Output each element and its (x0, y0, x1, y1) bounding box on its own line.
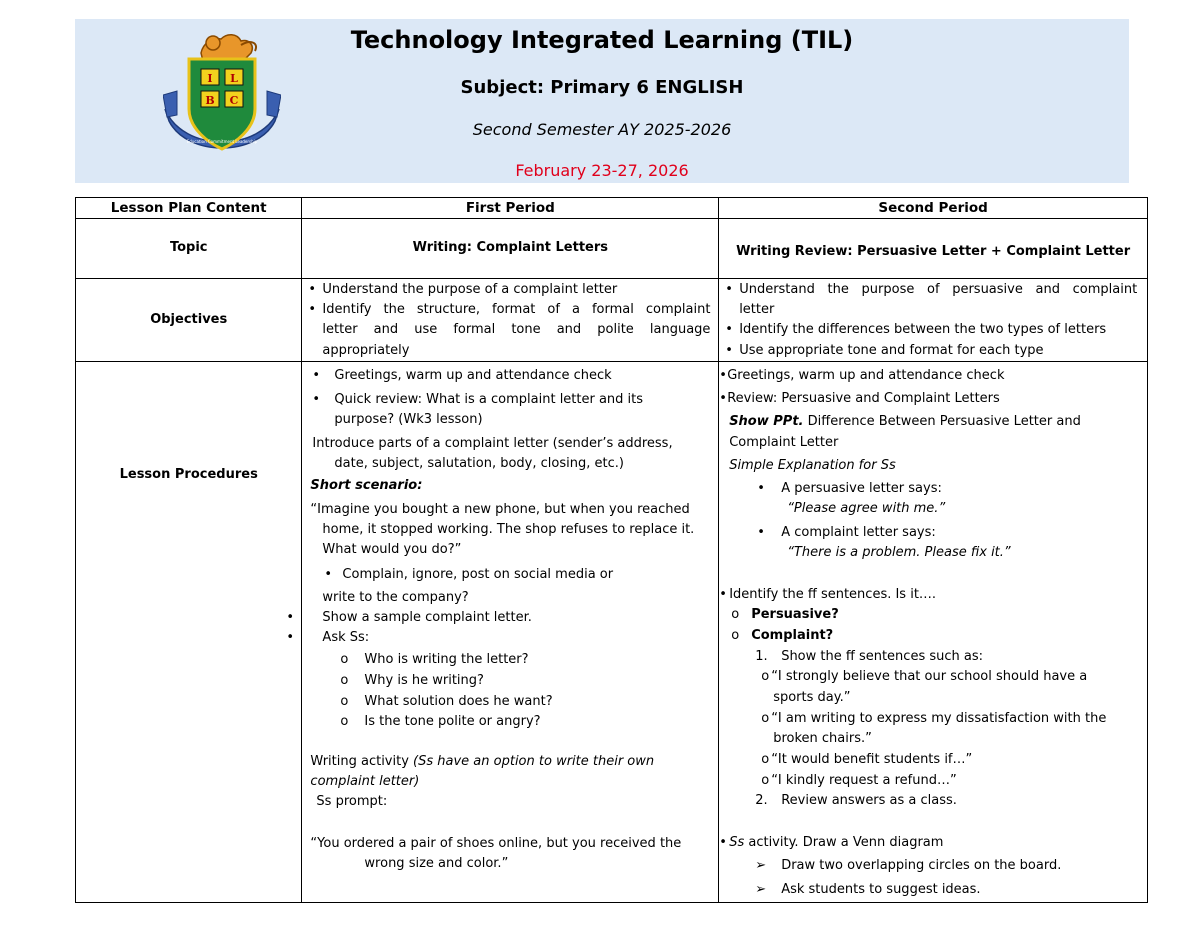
objective-second-1: Understand the purpose of persuasive and complaint (739, 282, 1138, 297)
prompt-line-2: wrong size and color.” (364, 856, 509, 871)
proc-second-line: Identify the ff sentences. Is it…. (729, 587, 937, 602)
objective-first-4: appropriately (322, 343, 410, 358)
proc-first-line: Greetings, warm up and attendance check (334, 368, 612, 383)
proc-first-line: write to the company? (322, 590, 469, 605)
objectives-first: • Understand the purpose of a complaint letter • Identify the structure, format of a formal complaint letter and use formal tone and polite language appropriately (302, 279, 719, 362)
objective-first-1: Understand the purpose of a complaint letter (322, 282, 618, 297)
objectives-second: • Understand the purpose of persuasive and complaint letter • Identify the differences between the two types of letters • Use appropriate tone and format for each type (719, 279, 1148, 362)
proc-second-line: Complaint? (751, 628, 834, 643)
table-header-row (76, 198, 1148, 219)
subject-line: Subject: Primary 6 ENGLISH (460, 77, 744, 98)
proc-second-line: A complaint letter says: (781, 525, 936, 540)
proc-first-line: Introduce parts of a complaint letter (sender’s address, (312, 436, 673, 451)
objectives-row (76, 279, 1148, 362)
proc-second-line: Persuasive? (751, 607, 839, 622)
proc-second-line: “It would benefit students if…” (771, 752, 973, 767)
col-header-first: First Period (302, 198, 719, 219)
proc-second-line: sports day.” (773, 690, 851, 705)
proc-second-line: A persuasive letter says: (781, 481, 942, 496)
proc-second-line: Ask students to suggest ideas. (781, 882, 981, 897)
objective-second-2: letter (739, 302, 775, 317)
proc-first-question: What solution does he want? (364, 694, 553, 709)
writing-activity-label: Writing activity (310, 754, 409, 769)
proc-second-line: broken chairs.” (773, 731, 872, 746)
lesson-plan-table (75, 197, 1148, 903)
col-header-second: Second Period (719, 198, 1148, 219)
document-header (75, 19, 1129, 183)
procedures-label: Lesson Procedures (76, 362, 302, 903)
proc-first-line: Complain, ignore, post on social media or (342, 567, 614, 582)
logo-ribbon-text: Education Commitment Leadership (186, 139, 258, 144)
proc-second-line: Review answers as a class. (781, 793, 957, 808)
proc-first-question: Is the tone polite or angry? (364, 714, 541, 729)
procedures-second: • Greetings, warm up and attendance check • Review: Persuasive and Complaint Letters Show PPt. Difference Between Persuasive Letter and Complaint Letter Simple Explanation for Ss • A persuasive letter says: “Please agree with me.” • A complaint letter says: “There is a problem. Please fix it.” • Identify the ff sentences. Is it…. o Persuasive? o Complaint? 1. Show the ff sentences such as: o “I strongly believe that our school should have a sports day.” o “I am writing to express my dissatisfaction with the broken chairs.” o “It would benefit students if…” o “I kindly request a refund…” 2. Review answers as a class. • Ss activity. Draw a Venn diagram ➢ Draw two overlapping circles on the board. ➢ Ask students to suggest ideas. (719, 362, 1148, 903)
proc-second-line: “I kindly request a refund…” (771, 773, 957, 788)
proc-first-line: “Imagine you bought a new phone, but when you reached (310, 502, 690, 517)
proc-second-line: “Please agree with me.” (787, 501, 946, 516)
proc-second-line: Simple Explanation for Ss (729, 458, 896, 473)
proc-first-line: Quick review: What is a complaint letter and its (334, 392, 644, 407)
date-line: February 23-27, 2026 (515, 161, 689, 180)
writing-activity-note: (Ss have an option to write their own (413, 754, 655, 769)
proc-second-line: Show the ff sentences such as: (781, 649, 983, 664)
objective-second-3: Identify the differences between the two types of letters (739, 322, 1107, 337)
proc-second-line: Greetings, warm up and attendance check (727, 368, 1005, 383)
logo-letter-4: C (229, 94, 239, 107)
logo-letter-2: L (230, 72, 238, 85)
topic-row (76, 219, 1148, 279)
ss-prompt-label: Ss prompt: (316, 794, 388, 809)
proc-second-line: Difference Between Persuasive Letter and (803, 414, 1081, 429)
writing-activity-note-2: complaint letter) (310, 774, 420, 789)
proc-first-line: date, subject, salutation, body, closing, etc.) (334, 456, 624, 471)
proc-second-line: “There is a problem. Please fix it.” (787, 545, 1011, 560)
logo-letter-3: B (205, 94, 215, 107)
proc-first-question: Who is writing the letter? (364, 652, 529, 667)
proc-first-line: Show a sample complaint letter. (322, 610, 532, 625)
objective-second-4: Use appropriate tone and format for each type (739, 343, 1044, 358)
objective-first-2: Identify the structure, format of a formal complaint (322, 302, 711, 317)
topic-label: Topic (76, 219, 302, 279)
proc-second-line: Draw two overlapping circles on the board. (781, 858, 1062, 873)
proc-second-line: “I strongly believe that our school should have a (771, 669, 1088, 684)
proc-first-question: Why is he writing? (364, 673, 484, 688)
proc-first-line: Ask Ss: (322, 630, 370, 645)
proc-first-line: Short scenario: (310, 478, 423, 493)
proc-second-line: “I am writing to express my dissatisfaction with the (771, 711, 1107, 726)
proc-first-line: home, it stopped working. The shop refuses to replace it. (322, 522, 695, 537)
procedures-row (76, 362, 1148, 903)
proc-first-line: What would you do?” (322, 542, 462, 557)
logo-letter-1: I (207, 72, 213, 85)
show-ppt-label: Show PPt. (729, 414, 804, 429)
col-header-content: Lesson Plan Content (76, 198, 302, 219)
proc-second-line: Complaint Letter (729, 435, 839, 450)
ss-activity-line: activity. Draw a Venn diagram (748, 835, 944, 850)
proc-second-line: Review: Persuasive and Complaint Letters (727, 391, 1000, 406)
objectives-label: Objectives (76, 279, 302, 362)
semester-line: Second Semester AY 2025-2026 (472, 120, 732, 139)
proc-first-line: purpose? (Wk3 lesson) (334, 412, 483, 427)
procedures-first: • Greetings, warm up and attendance check • Quick review: What is a complaint letter and its purpose? (Wk3 lesson) Introduce parts of a complaint letter (sender’s address, date, subject, salutation, body, closing, etc.) Short scenario: “Imagine you bought a new phone, but when you reached home, it stopped working. The shop refuses to replace it. What would you do?” • Complain, ignore, post on social media or write to the company? • Show a sample complaint letter. • Ask Ss: o Who is writing the letter? o Why is he writing? o What solution does he want? o Is the tone polite or angry? Writing activity (Ss have an option to write their own complaint letter) Ss prompt: “You ordered a pair of shoes online, but you received the wrong size and color.” (302, 362, 719, 903)
prompt-line-1: “You ordered a pair of shoes online, but you received the (310, 836, 682, 851)
page-title: Technology Integrated Learning (TIL) (350, 26, 854, 54)
topic-first: Writing: Complaint Letters (302, 219, 719, 279)
topic-second: Writing Review: Persuasive Letter + Complaint Letter (719, 219, 1148, 279)
objective-first-3: letter and use formal tone and polite language (322, 322, 711, 337)
